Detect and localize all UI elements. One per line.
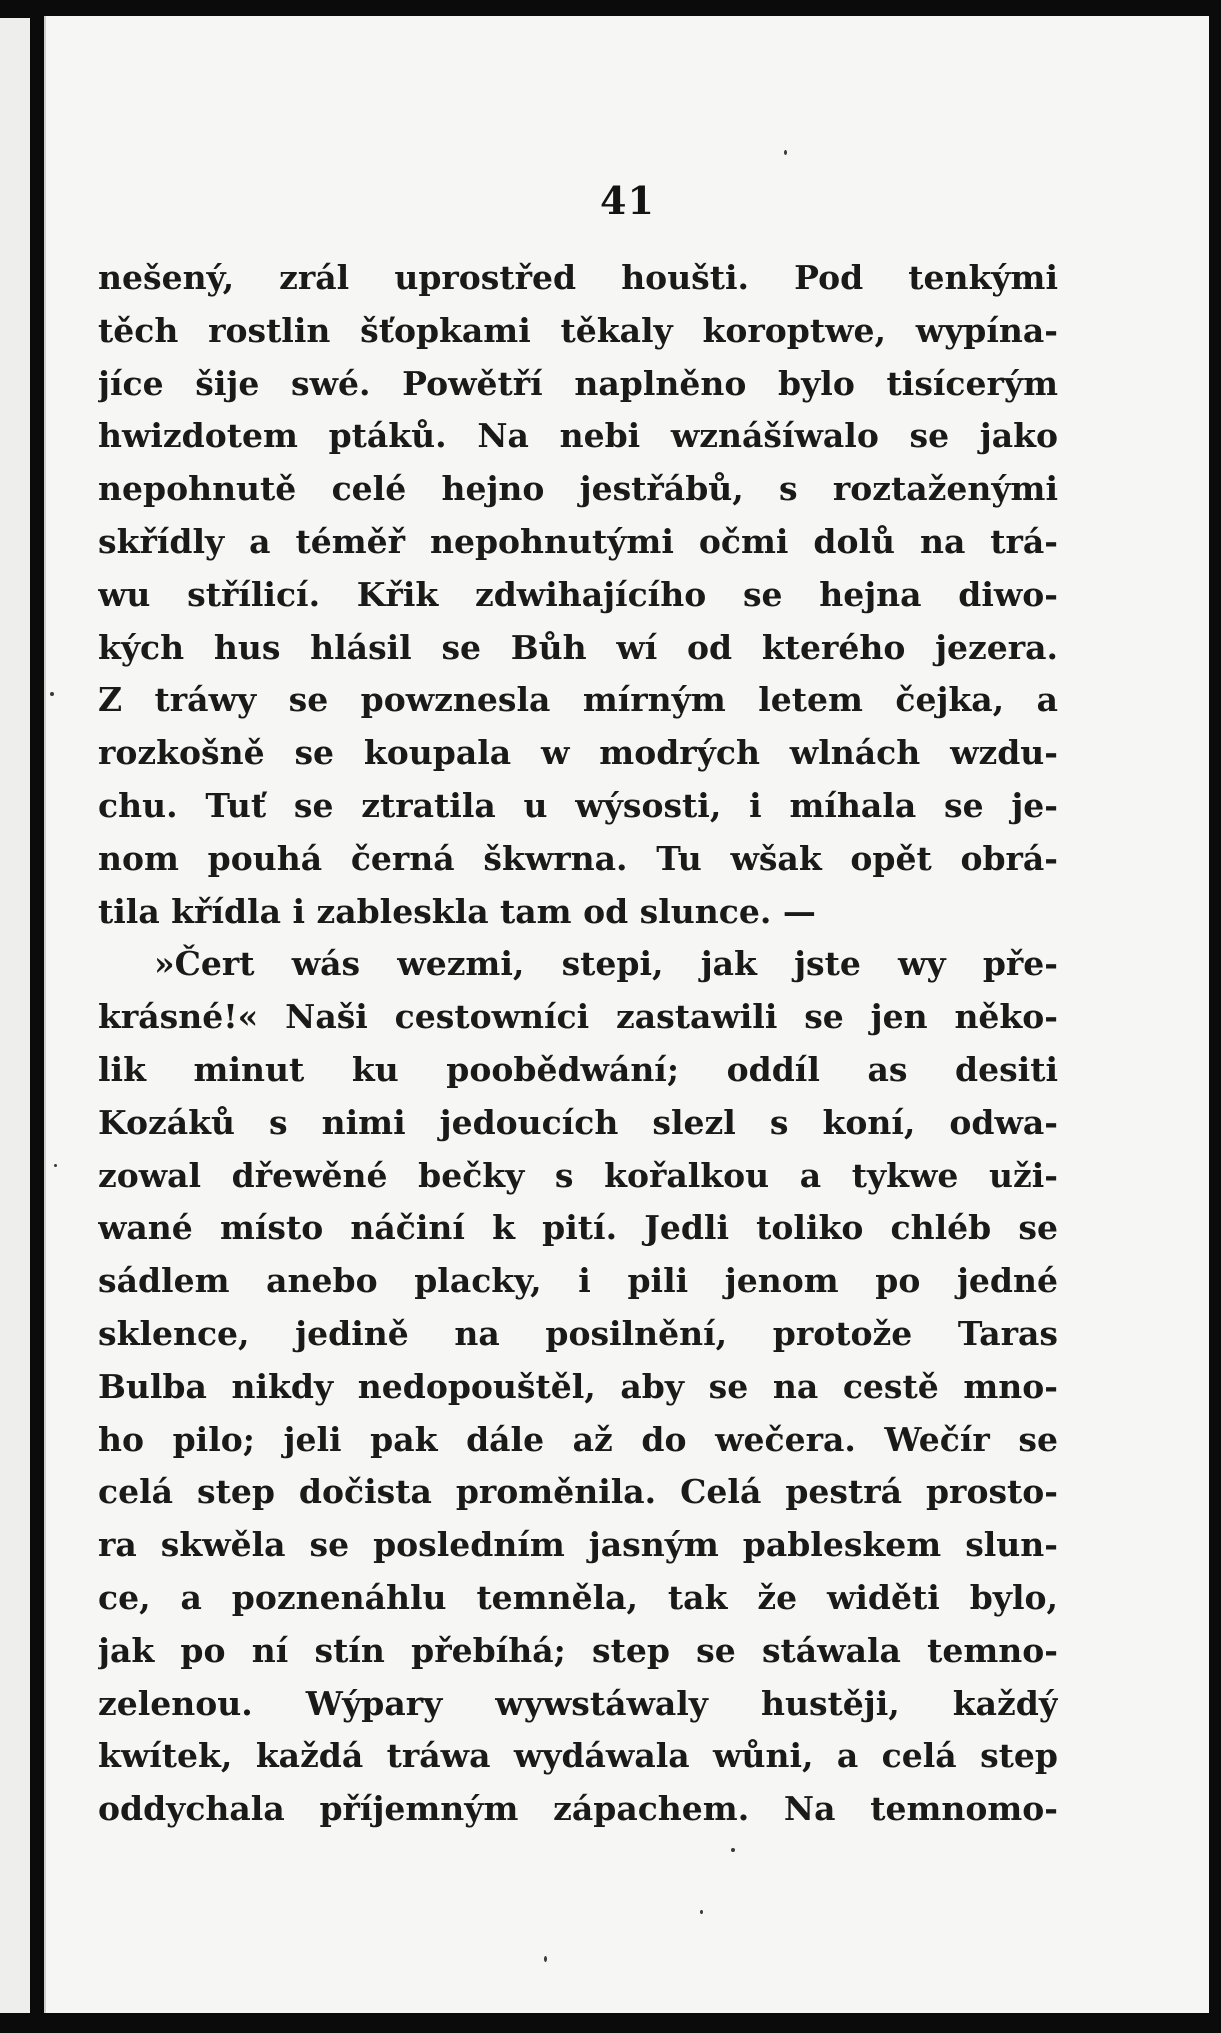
text-line: celá step dočista proměnila. Celá pestrá prosto- bbox=[98, 1472, 1058, 1512]
text-line: sádlem anebo placky, i pili jenom po jedné bbox=[98, 1261, 1058, 1301]
body-text bbox=[98, 252, 1058, 1836]
text-line: rozkošně se koupala w modrých wlnách wzdu- bbox=[98, 733, 1058, 773]
text-line: zowal dřewěné bečky s kořalkou a tykwe uži- bbox=[98, 1155, 1058, 1195]
paper-speck bbox=[700, 1910, 703, 1914]
text-line: zelenou. Wýpary wywstáwaly hustěji, každý bbox=[98, 1683, 1058, 1723]
paper-speck bbox=[784, 150, 787, 155]
text-line: Kozáků s nimi jedoucích slezl s koní, odwa- bbox=[98, 1102, 1058, 1142]
text-line: ra skwěla se posledním jasným pableskem slun- bbox=[98, 1525, 1058, 1565]
text-line: hwizdotem ptáků. Na nebi wznášíwalo se jako bbox=[98, 416, 1058, 456]
book-page bbox=[44, 16, 1209, 2013]
text-line: chu. Tuť se ztratila u wýsosti, i míhala se je- bbox=[98, 785, 1058, 825]
text-line: nešený, zrál uprostřed houšti. Pod tenkými bbox=[98, 258, 1058, 297]
text-line: oddychala příjemným zápachem. Na temnomo- bbox=[98, 1789, 1058, 1829]
text-line: krásné!« Naši cestowníci zastawili se jen něko- bbox=[98, 997, 1058, 1037]
paper-speck bbox=[50, 692, 54, 696]
text-line: wané místo náčiní k pití. Jedli toliko chléb se bbox=[98, 1208, 1058, 1248]
text-line: těch rostlin šťopkami těkaly koroptwe, wypína- bbox=[98, 310, 1058, 350]
text-line: skřídly a téměř nepohnutými očmi dolů na trá- bbox=[98, 521, 1058, 561]
text-line: »Čert wás wezmi, stepi, jak jste wy pře- bbox=[154, 944, 1058, 984]
facing-page-edge bbox=[0, 18, 30, 2013]
text-line: ce, a poznenáhlu temněla, tak že widěti bylo, bbox=[98, 1577, 1058, 1617]
paper-speck bbox=[54, 1164, 57, 1167]
text-line: Z tráwy se powznesla mírným letem čejka, a bbox=[98, 680, 1058, 720]
text-line: wu střílicí. Křik zdwihajícího se hejna diwo- bbox=[98, 574, 1058, 614]
text-line: sklence, jedině na posilnění, protože Taras bbox=[98, 1313, 1058, 1353]
text-line: Bulba nikdy nedopouštěl, aby se na cestě mno- bbox=[98, 1366, 1058, 1406]
text-line: nom pouhá černá škwrna. Tu wšak opět obrá- bbox=[98, 838, 1058, 878]
text-line: jíce šije swé. Powětří naplněno bylo tisícerým bbox=[98, 363, 1058, 403]
page-number: 41 bbox=[600, 178, 655, 223]
paper-speck bbox=[731, 1848, 735, 1852]
text-line: ho pilo; jeli pak dále až do wečera. Wečír se bbox=[98, 1419, 1058, 1459]
paper-speck bbox=[544, 1956, 547, 1962]
text-line: nepohnutě celé hejno jestřábů, s roztaženými bbox=[98, 469, 1058, 509]
text-line: lik minut ku poobědwání; oddíl as desiti bbox=[98, 1049, 1058, 1089]
text-line: tila křídla i zableskla tam od slunce. — bbox=[98, 891, 816, 931]
text-line: jak po ní stín přebíhá; step se stáwala temno- bbox=[98, 1630, 1058, 1670]
text-line: kwítek, každá tráwa wydáwala wůni, a celá step bbox=[98, 1736, 1058, 1776]
text-line: kých hus hlásil se Bůh wí od kterého jezera. bbox=[98, 627, 1058, 667]
